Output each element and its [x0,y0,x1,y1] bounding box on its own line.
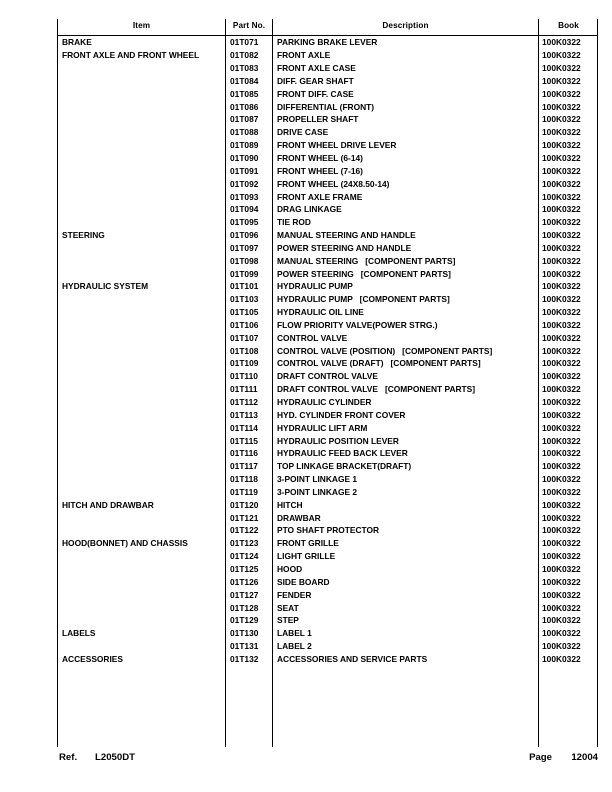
cell-description: DRAFT CONTROL VALVE [277,371,378,382]
cell-book: 100K0322 [542,307,581,318]
cell-description: FRONT DIFF. CASE [277,88,354,99]
cell-description: HYD. CYLINDER FRONT COVER [277,409,406,420]
table-row [58,563,597,576]
cell-book: 100K0322 [542,114,581,125]
table-row [58,396,597,409]
cell-part-no: 01T109 [230,358,259,369]
parts-table [57,19,598,747]
table-row [58,75,597,88]
cell-book: 100K0322 [542,371,581,382]
cell-description: FRONT GRILLE [277,538,339,549]
cell-description: MANUAL STEERING AND HANDLE [277,230,416,241]
column-header-description: Description [382,21,429,30]
cell-description: CONTROL VALVE (POSITION) [COMPONENT PARTS] [277,345,493,356]
cell-description: HYDRAULIC FEED BACK LEVER [277,448,408,459]
cell-part-no: 01T120 [230,499,259,510]
table-row [58,588,597,601]
cell-part-no: 01T130 [230,628,259,639]
cell-book: 100K0322 [542,551,581,562]
cell-book: 100K0322 [542,538,581,549]
cell-part-no: 01T113 [230,409,258,420]
cell-part-no: 01T092 [230,178,259,189]
column-header-part-no: Part No. [232,21,266,30]
cell-part-no: 01T084 [230,75,259,86]
cell-book: 100K0322 [542,268,581,279]
table-row [58,498,597,511]
cell-book: 100K0322 [542,384,581,395]
cell-description: TOP LINKAGE BRACKET(DRAFT) [277,461,412,472]
cell-part-no: 01T129 [230,615,259,626]
cell-description: HYDRAULIC LIFT ARM [277,422,368,433]
table-row [58,460,597,473]
cell-book: 100K0322 [542,448,581,459]
table-rows [58,36,597,665]
cell-part-no: 01T106 [230,319,259,330]
table-body [58,36,597,747]
cell-book: 100K0322 [542,332,581,343]
cell-part-no: 01T071 [230,37,259,48]
cell-description: DRIVE CASE [277,127,329,138]
cell-part-no: 01T125 [230,563,259,574]
table-row [58,203,597,216]
cell-book: 100K0322 [542,88,581,99]
cell-description: LIGHT GRILLE [277,551,336,562]
table-row [58,139,597,152]
cell-part-no: 01T083 [230,63,259,74]
cell-part-no: 01T105 [230,307,259,318]
cell-part-no: 01T087 [230,114,259,125]
cell-description: SIDE BOARD [277,576,330,587]
cell-part-no: 01T132 [230,653,259,664]
cell-part-no: 01T089 [230,140,259,151]
cell-part-no: 01T103 [230,294,259,305]
page-footer [57,752,598,772]
cell-book: 100K0322 [542,499,581,510]
table-row [58,575,597,588]
cell-part-no: 01T117 [230,461,258,472]
cell-description: DRAG LINKAGE [277,204,342,215]
cell-book: 100K0322 [542,397,581,408]
cell-part-no: 01T096 [230,230,259,241]
cell-book: 100K0322 [542,191,581,202]
table-row [58,434,597,447]
cell-description: HYDRAULIC POSITION LEVER [277,435,399,446]
footer-page-label: Page [529,752,552,763]
table-row [58,344,597,357]
cell-item: LABELS [62,628,96,639]
table-row [58,653,597,666]
cell-book: 100K0322 [542,589,581,600]
cell-book: 100K0322 [542,152,581,163]
cell-part-no: 01T099 [230,268,259,279]
cell-description: HYDRAULIC PUMP [COMPONENT PARTS] [277,294,450,305]
table-row [58,100,597,113]
cell-part-no: 01T091 [230,165,259,176]
footer-page-value: 12004 [571,752,598,763]
table-row [58,331,597,344]
cell-item: STEERING [62,230,105,241]
cell-description: PARKING BRAKE LEVER [277,37,378,48]
cell-book: 100K0322 [542,140,581,151]
cell-book: 100K0322 [542,217,581,228]
cell-description: FLOW PRIORITY VALVE(POWER STRG.) [277,319,438,330]
cell-part-no: 01T131 [230,641,259,652]
cell-book: 100K0322 [542,101,581,112]
cell-part-no: 01T110 [230,371,258,382]
cell-part-no: 01T116 [230,448,258,459]
cell-book: 100K0322 [542,602,581,613]
table-row [58,486,597,499]
cell-part-no: 01T086 [230,101,259,112]
cell-book: 100K0322 [542,242,581,253]
table-header-row [58,19,597,36]
cell-part-no: 01T108 [230,345,259,356]
cell-part-no: 01T094 [230,204,259,215]
cell-description: DIFFERENTIAL (FRONT) [277,101,375,112]
table-row [58,319,597,332]
cell-book: 100K0322 [542,409,581,420]
cell-description: FRONT AXLE FRAME [277,191,363,202]
cell-book: 100K0322 [542,435,581,446]
cell-part-no: 01T127 [230,589,259,600]
cell-part-no: 01T123 [230,538,259,549]
table-row [58,357,597,370]
cell-part-no: 01T118 [230,474,258,485]
cell-part-no: 01T082 [230,50,259,61]
table-row [58,36,597,49]
cell-description: FRONT WHEEL DRIVE LEVER [277,140,397,151]
cell-book: 100K0322 [542,576,581,587]
table-row [58,511,597,524]
cell-part-no: 01T115 [230,435,258,446]
cell-book: 100K0322 [542,319,581,330]
cell-description: POWER STEERING [COMPONENT PARTS] [277,268,451,279]
cell-description: POWER STEERING AND HANDLE [277,242,412,253]
table-row [58,254,597,267]
table-row [58,126,597,139]
cell-description: FRONT AXLE CASE [277,63,356,74]
cell-item: HYDRAULIC SYSTEM [62,281,149,292]
table-row [58,383,597,396]
cell-description: DIFF. GEAR SHAFT [277,75,354,86]
cell-part-no: 01T085 [230,88,259,99]
table-row [58,293,597,306]
table-row [58,87,597,100]
table-row [58,408,597,421]
cell-part-no: 01T128 [230,602,259,613]
cell-item: HOOD(BONNET) AND CHASSIS [62,538,188,549]
cell-part-no: 01T097 [230,242,259,253]
table-row [58,537,597,550]
cell-part-no: 01T122 [230,525,259,536]
cell-book: 100K0322 [542,281,581,292]
table-row [58,152,597,165]
cell-description: HYDRAULIC OIL LINE [277,307,364,318]
cell-description: 3-POINT LINKAGE 1 [277,474,358,485]
cell-part-no: 01T101 [230,281,259,292]
table-row [58,447,597,460]
table-row [58,524,597,537]
cell-book: 100K0322 [542,37,581,48]
column-header-book: Book [558,21,579,30]
table-row [58,473,597,486]
cell-book: 100K0322 [542,75,581,86]
table-row [58,190,597,203]
cell-description: DRAFT CONTROL VALVE [COMPONENT PARTS] [277,384,476,395]
cell-part-no: 01T114 [230,422,258,433]
cell-part-no: 01T095 [230,217,259,228]
table-row [58,627,597,640]
cell-part-no: 01T124 [230,551,259,562]
table-row [58,62,597,75]
cell-description: HYDRAULIC PUMP [277,281,353,292]
cell-book: 100K0322 [542,461,581,472]
cell-book: 100K0322 [542,204,581,215]
cell-item: ACCESSORIES [62,653,123,664]
table-row [58,164,597,177]
cell-description: FENDER [277,589,312,600]
footer-ref-label: Ref. [59,752,78,763]
cell-part-no: 01T098 [230,255,259,266]
cell-description: LABEL 2 [277,641,312,652]
cell-description: STEP [277,615,299,626]
table-row [58,421,597,434]
cell-book: 100K0322 [542,641,581,652]
cell-description: HOOD [277,563,303,574]
cell-description: FRONT WHEEL (24X8.50-14) [277,178,390,189]
cell-description: ACCESSORIES AND SERVICE PARTS [277,653,428,664]
table-row [58,113,597,126]
cell-description: HYDRAULIC CYLINDER [277,397,372,408]
cell-item: FRONT AXLE AND FRONT WHEEL [62,50,200,61]
cell-book: 100K0322 [542,628,581,639]
table-row [58,640,597,653]
cell-book: 100K0322 [542,50,581,61]
cell-part-no: 01T090 [230,152,259,163]
cell-book: 100K0322 [542,294,581,305]
cell-description: DRAWBAR [277,512,321,523]
cell-part-no: 01T088 [230,127,259,138]
cell-book: 100K0322 [542,127,581,138]
cell-book: 100K0322 [542,230,581,241]
cell-item: HITCH AND DRAWBAR [62,499,154,510]
footer-ref-value: L2050DT [95,752,135,763]
cell-book: 100K0322 [542,178,581,189]
cell-part-no: 01T126 [230,576,259,587]
table-row [58,614,597,627]
cell-book: 100K0322 [542,563,581,574]
table-row [58,370,597,383]
cell-book: 100K0322 [542,512,581,523]
cell-description: LABEL 1 [277,628,312,639]
table-row [58,601,597,614]
cell-description: FRONT WHEEL (6-14) [277,152,363,163]
cell-item: BRAKE [62,37,92,48]
cell-book: 100K0322 [542,63,581,74]
cell-description: PTO SHAFT PROTECTOR [277,525,380,536]
cell-book: 100K0322 [542,358,581,369]
table-row [58,306,597,319]
cell-part-no: 01T111 [230,384,258,395]
table-row [58,280,597,293]
cell-part-no: 01T121 [230,512,259,523]
cell-book: 100K0322 [542,165,581,176]
cell-part-no: 01T119 [230,486,258,497]
table-row [58,550,597,563]
cell-book: 100K0322 [542,615,581,626]
cell-book: 100K0322 [542,525,581,536]
cell-book: 100K0322 [542,255,581,266]
table-row [58,242,597,255]
cell-book: 100K0322 [542,345,581,356]
table-row [58,229,597,242]
table-row [58,49,597,62]
cell-description: TIE ROD [277,217,311,228]
cell-description: HITCH [277,499,303,510]
cell-book: 100K0322 [542,486,581,497]
cell-part-no: 01T112 [230,397,258,408]
cell-description: FRONT AXLE [277,50,331,61]
cell-part-no: 01T093 [230,191,259,202]
cell-book: 100K0322 [542,422,581,433]
cell-description: PROPELLER SHAFT [277,114,359,125]
cell-part-no: 01T107 [230,332,259,343]
column-header-item: Item [132,21,151,30]
cell-book: 100K0322 [542,653,581,664]
cell-description: 3-POINT LINKAGE 2 [277,486,358,497]
cell-description: MANUAL STEERING [COMPONENT PARTS] [277,255,456,266]
cell-description: SEAT [277,602,299,613]
table-row [58,216,597,229]
cell-description: CONTROL VALVE [277,332,348,343]
cell-description: FRONT WHEEL (7-16) [277,165,363,176]
cell-description: CONTROL VALVE (DRAFT) [COMPONENT PARTS] [277,358,481,369]
table-row [58,267,597,280]
cell-book: 100K0322 [542,474,581,485]
table-row [58,177,597,190]
